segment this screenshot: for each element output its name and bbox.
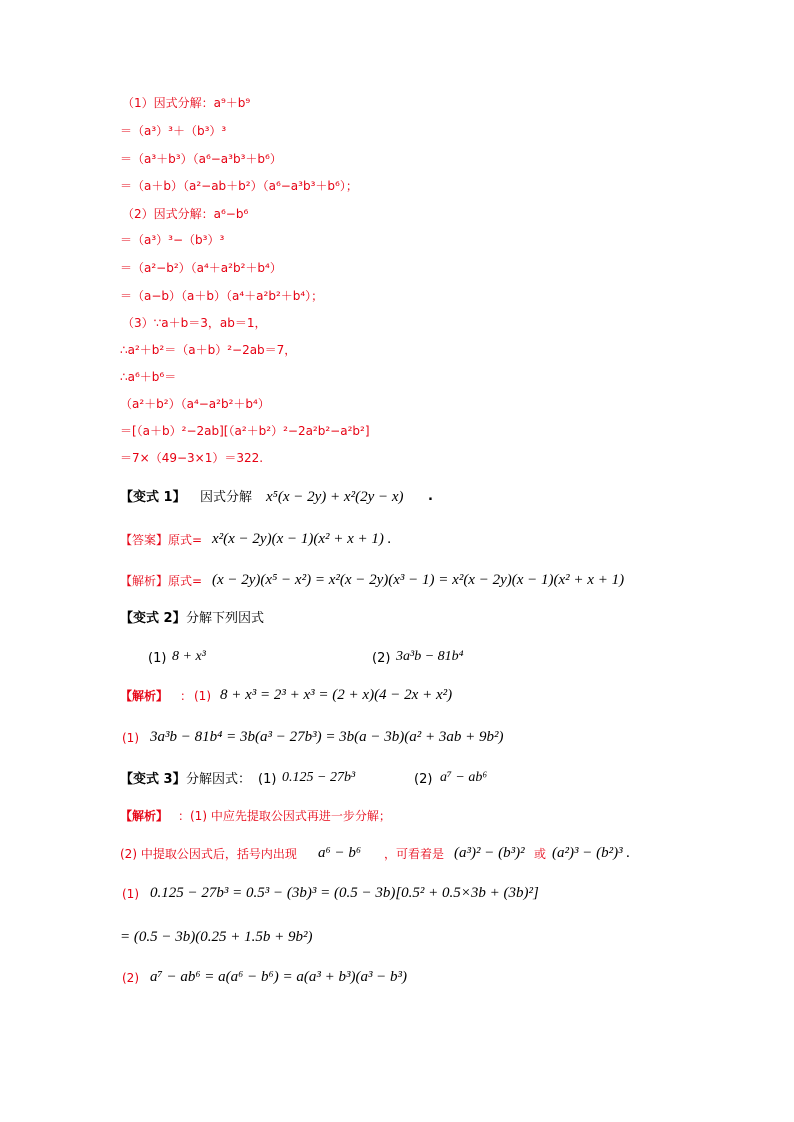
variant-3-note-mid: ，可看着是 <box>384 847 445 861</box>
variant-2-answer-1-expression: 8 + x³ = 2³ + x³ = (2 + x)(4 − 2x + x²) <box>220 687 453 703</box>
solution-line: ＝7×（49−3×1）＝322. <box>120 451 264 465</box>
variant-1-answer-label: 【答案】原式= <box>120 533 203 547</box>
solution-line: ＝（a³）³−（b³）³ <box>120 233 225 247</box>
variant-2-answer-2-number: (1) <box>122 731 139 745</box>
variant-3-analysis-label: 【解析】 <box>120 809 169 823</box>
variant-3-analysis-text: ：(1) 中应先提取公因式再进一步分解； <box>178 809 391 823</box>
variant-2-prompt: 分解下列因式 <box>186 611 265 626</box>
variant-2-answer-2-expression: 3a³b − 81b⁴ = 3b(a³ − 27b³) = 3b(a − 3b)(a² + 3ab + 9b²) <box>150 729 504 745</box>
variant-3-problem-1-expression: 0.125 − 27b³ <box>282 770 356 785</box>
variant-3-note-or: 或 <box>534 847 547 861</box>
variant-1-prompt: 因式分解 <box>200 490 253 505</box>
variant-2-problem-1-number: (1) <box>148 651 167 666</box>
variant-1-analysis-label: 【解析】原式= <box>120 574 203 588</box>
variant-3-solution-2-number: (2) <box>122 971 139 985</box>
variant-3-problem-1-number: (1) <box>258 772 277 787</box>
variant-3-solution-2-expression: a⁷ − ab⁶ = a(a⁶ − b⁶) = a(a³ + b³)(a³ − b³) <box>150 969 408 985</box>
variant-3-problem-2-number: (2) <box>414 772 433 787</box>
solution-line: ＝（a²−b²）（a⁴＋a²b²＋b⁴） <box>120 261 282 275</box>
solution-line: ∴a²＋b²＝（a＋b）²−2ab＝7， <box>120 343 297 357</box>
variant-2-problem-2-number: (2) <box>372 651 391 666</box>
variant-2-analysis-label: 【解析】 <box>120 689 169 703</box>
solution-line: ＝[（a＋b）²−2ab][（a²＋b²）²−2a²b²−a²b²] <box>120 424 370 438</box>
solution-line: （2）因式分解：a⁶−b⁶ <box>122 207 249 221</box>
variant-3-note-expression-3: (a²)³ − (b²)³ . <box>552 845 631 861</box>
variant-2-answer-1-number: (1) <box>194 689 211 703</box>
variant-2-problem-2-expression: 3a³b − 81b⁴ <box>396 649 464 664</box>
variant-1-title: 【变式 1】 <box>120 490 186 505</box>
variant-3-note-expression-1: a⁶ − b⁶ <box>318 845 362 861</box>
variant-1-answer-expression: x²(x − 2y)(x − 1)(x² + x + 1) . <box>212 531 392 547</box>
solution-line: ＝（a³＋b³）（a⁶−a³b³＋b⁶） <box>120 152 282 166</box>
variant-1-expression: x⁵(x − 2y) + x²(2y − x) <box>266 489 404 505</box>
variant-2-title: 【变式 2】 <box>120 611 186 626</box>
solution-line: ＝（a³）³＋（b³）³ <box>120 124 227 138</box>
variant-3-problem-2-expression: a⁷ − ab⁶ <box>440 770 488 785</box>
solution-line: ∴a⁶＋b⁶＝ <box>120 370 177 384</box>
variant-3-prompt: 分解因式： <box>186 772 252 787</box>
variant-1-period: . <box>428 489 433 504</box>
variant-3-solution-1-number: (1) <box>122 887 139 901</box>
variant-3-note-text: (2) 中提取公因式后，括号内出现 <box>120 847 297 861</box>
solution-line: （a²＋b²）（a⁴−a²b²＋b⁴） <box>120 397 270 411</box>
solution-line: （1）因式分解：a⁹＋b⁹ <box>122 96 251 110</box>
variant-3-solution-1-continuation: = (0.5 − 3b)(0.25 + 1.5b + 9b²) <box>120 929 313 945</box>
solution-line: ＝（a−b）（a＋b）（a⁴＋a²b²＋b⁴）； <box>120 289 324 303</box>
solution-line: （3）∵a＋b＝3，ab＝1， <box>122 316 267 330</box>
variant-2-problem-1-expression: 8 + x³ <box>172 649 206 664</box>
variant-2-analysis-separator: ： <box>180 689 193 703</box>
variant-1-analysis-expression: (x − 2y)(x⁵ − x²) = x²(x − 2y)(x³ − 1) = x²(x − 2y)(x − 1)(x² + x + 1) <box>212 572 625 588</box>
variant-3-solution-1-expression: 0.125 − 27b³ = 0.5³ − (3b)³ = (0.5 − 3b)[0.5² + 0.5×3b + (3b)²] <box>150 885 539 901</box>
variant-3-note-expression-2: (a³)² − (b³)² <box>454 845 525 861</box>
solution-line: ＝（a＋b）（a²−ab＋b²）（a⁶−a³b³＋b⁶）； <box>120 179 358 193</box>
variant-3-title: 【变式 3】 <box>120 772 186 787</box>
